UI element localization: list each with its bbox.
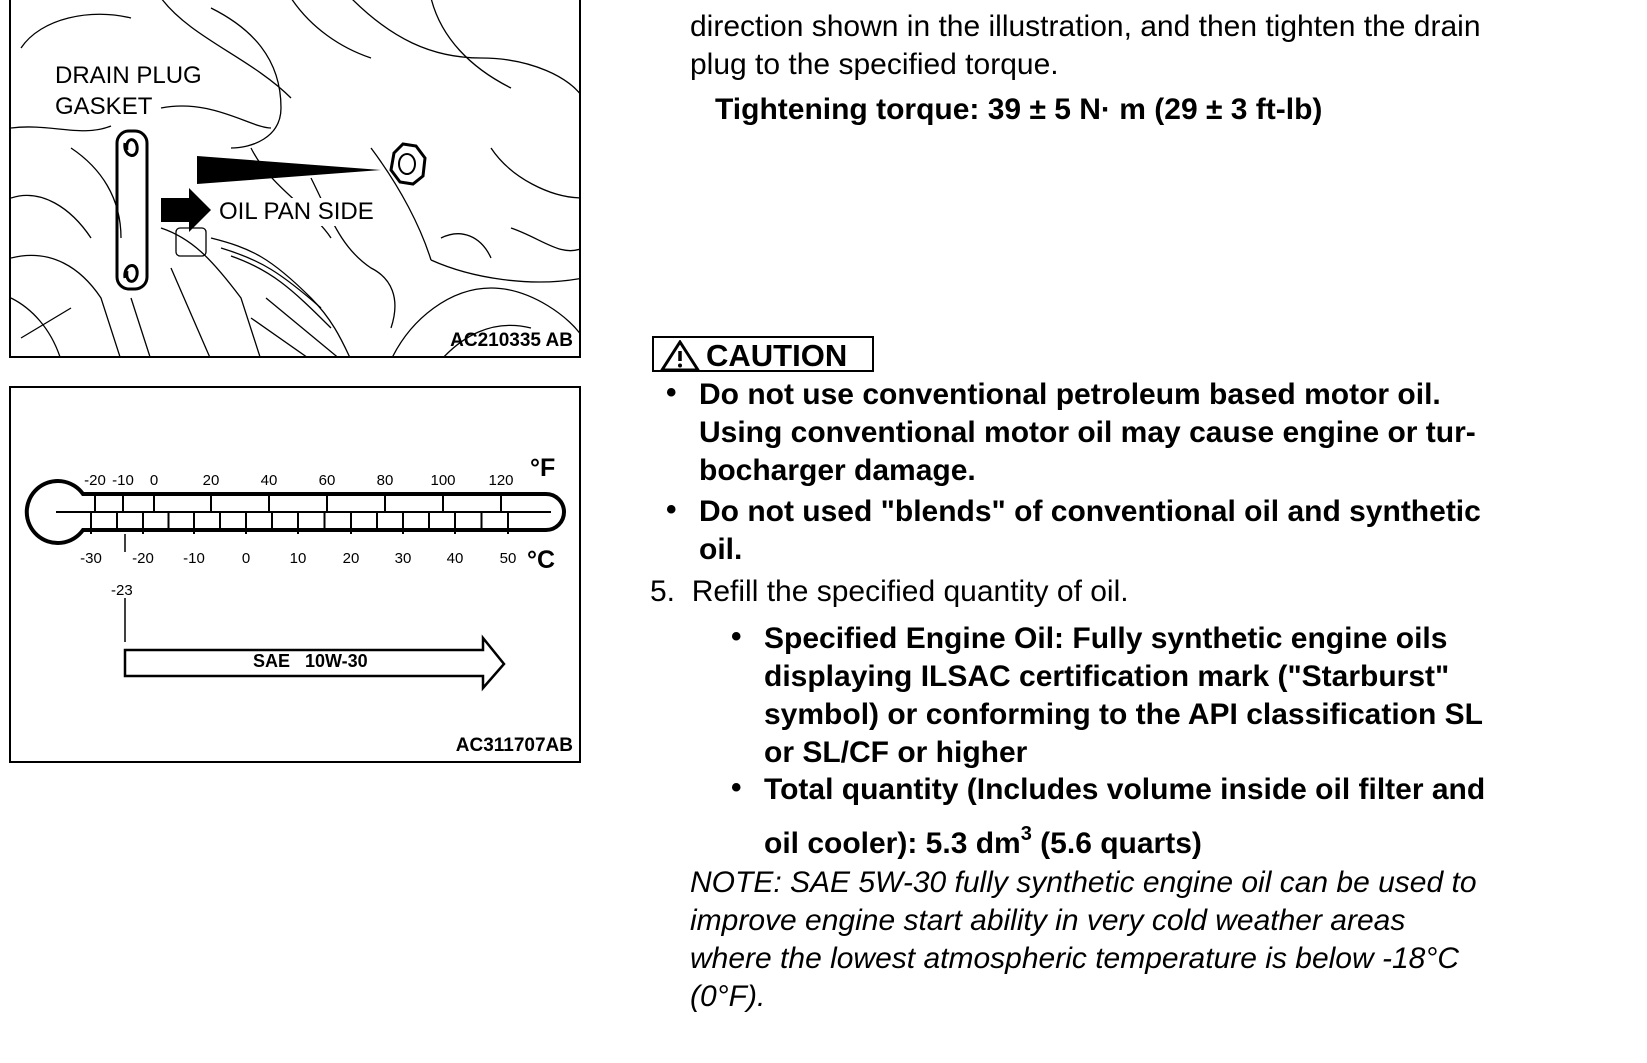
caution-item-line: Do not use conventional petroleum based motor oil.: [699, 378, 1441, 411]
spec-item-line: Total quantity (Includes volume inside oil filter and: [764, 773, 1486, 806]
bullet: •: [731, 771, 742, 804]
caution-label: CAUTION: [706, 338, 848, 373]
fahrenheit-tick-label: 0: [149, 472, 159, 489]
fahrenheit-tick-label: 60: [318, 472, 336, 489]
superscript: 3: [1020, 823, 1032, 845]
caution-item-line: bocharger damage.: [699, 454, 976, 487]
figure-id: AC210335 AB: [450, 330, 573, 351]
bullet: •: [731, 620, 742, 653]
drain-plug-gasket-label: DRAIN PLUG GASKET: [55, 62, 202, 120]
celsius-tick-label: 30: [394, 550, 412, 567]
fahrenheit-tick-label: -20: [84, 472, 106, 489]
oil-pan-side-label: OIL PAN SIDE: [219, 198, 374, 225]
celsius-tick-label: 50: [499, 550, 517, 567]
note-line: improve engine start ability in very cold weather areas: [690, 904, 1406, 937]
note-line: (0°F).: [690, 980, 766, 1013]
celsius-unit: °C: [527, 546, 556, 574]
celsius-tick-label: 0: [241, 550, 251, 567]
celsius-tick-label: 40: [446, 550, 464, 567]
celsius-tick-label: 20: [342, 550, 360, 567]
fahrenheit-tick-label: -10: [112, 472, 134, 489]
fahrenheit-unit: °F: [530, 454, 556, 482]
spec-item-line: symbol) or conforming to the API classification SL: [764, 698, 1483, 731]
celsius-tick-label: -30: [80, 550, 102, 567]
fahrenheit-tick-label: 40: [260, 472, 278, 489]
fahrenheit-tick-label: 120: [488, 472, 514, 489]
spec-item-line: displaying ILSAC certification mark ("Starburst": [764, 660, 1450, 693]
step-5: 5. Refill the specified quantity of oil.: [650, 575, 1129, 608]
bullet: •: [666, 376, 677, 409]
note-line: NOTE: SAE 5W-30 fully synthetic engine oil can be used to: [690, 866, 1477, 899]
caution-item-line: Do not used "blends" of conventional oil and synthetic: [699, 495, 1481, 528]
caution-header: [652, 336, 874, 372]
figure-id: AC311707AB: [455, 735, 573, 756]
spec-item-line: or SL/CF or higher: [764, 736, 1028, 769]
fahrenheit-tick-label: 20: [202, 472, 220, 489]
bullet: •: [666, 493, 677, 526]
fahrenheit-tick-label: 100: [430, 472, 456, 489]
fahrenheit-tick-label: 80: [376, 472, 394, 489]
thermometer-graphic: [11, 388, 583, 765]
note-line: where the lowest atmospheric temperature is below -18°C: [690, 942, 1460, 975]
celsius-tick-label: 10: [289, 550, 307, 567]
celsius-tick-label: -20: [132, 550, 154, 567]
total-quantity-line: [764, 817, 1202, 863]
drain-plug-figure: [9, 0, 581, 358]
tightening-torque: Tightening torque: 39 ± 5 N· m (29 ± 3 ft-lb): [715, 93, 1323, 126]
celsius-tick-label: -10: [183, 550, 205, 567]
total-quantity-quarts: (5.6 quarts): [1031, 827, 1202, 860]
drain-plug-illustration: [11, 0, 581, 358]
total-quantity-text: oil cooler): 5.3 dm: [764, 827, 1021, 860]
oil-viscosity-temperature-chart: [9, 386, 581, 763]
marker-value: -23: [111, 582, 133, 599]
caution-item-line: oil.: [699, 533, 743, 566]
caution-item-line: Using conventional motor oil may cause engine or tur-: [699, 416, 1476, 449]
procedure-paragraph-line: plug to the specified torque.: [690, 48, 1059, 81]
procedure-paragraph-line: direction shown in the illustration, and then tighten the drain: [690, 10, 1481, 43]
grade-label: SAE 10W-30: [253, 651, 368, 671]
spec-item-line: Specified Engine Oil: Fully synthetic engine oils: [764, 622, 1448, 655]
warning-triangle-icon: [660, 340, 700, 372]
